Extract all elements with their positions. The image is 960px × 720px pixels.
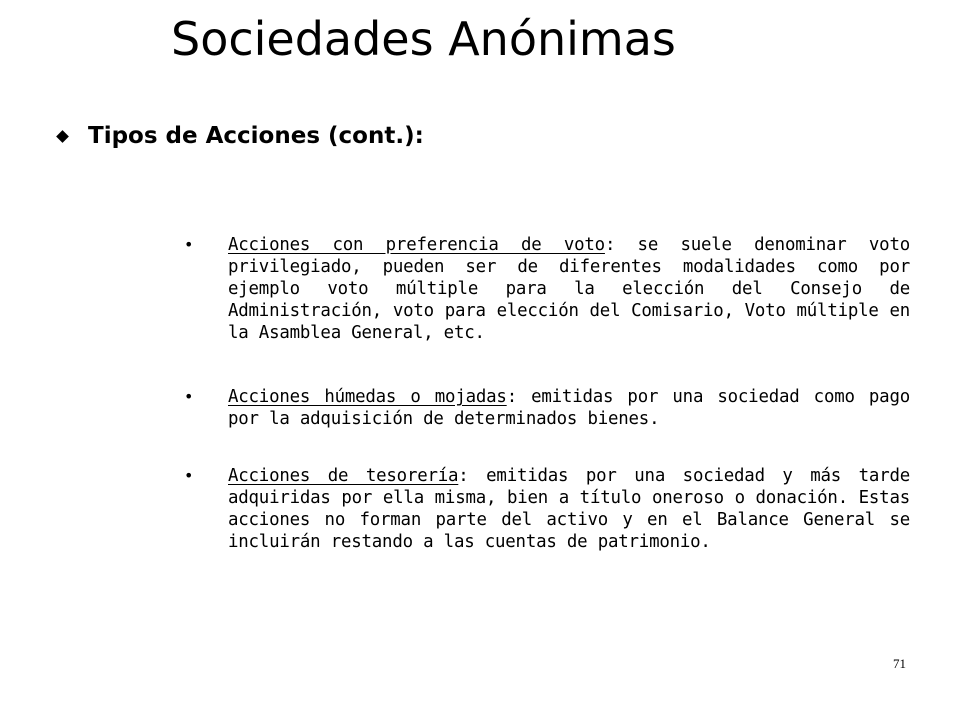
- bullet-text: [228, 465, 910, 553]
- bullet-term: Acciones húmedas o mojadas: [228, 387, 507, 407]
- bullet-description: emitidas por una sociedad y más tarde adquiridas por ella misma, bien a título oneroso o donación. Estas acciones no forman parte del activo y en el Balance General se incluirán restando a las cuentas de patrimonio.: [228, 466, 911, 552]
- bullet-separator: :: [458, 466, 469, 486]
- section-heading-row: [55, 116, 424, 156]
- bullet-separator: :: [506, 387, 517, 407]
- slide-title: Sociedades Anónimas: [171, 12, 676, 66]
- bullet-term: Acciones con preferencia de voto: [228, 235, 605, 255]
- bullet-dot: •: [184, 387, 194, 406]
- bullet-dot: •: [184, 466, 194, 485]
- slide-number: 71: [893, 656, 906, 671]
- diamond-icon: [56, 130, 69, 143]
- bullet-text: [228, 234, 910, 344]
- bullet-description: se suele denominar voto privilegiado, pueden ser de diferentes modalidades como por ejemplo voto múltiple para la elección del Consejo de Administración, voto para elección del Comisario, Voto múltiple en la Asamblea General, etc.: [228, 235, 910, 343]
- section-heading: Tipos de Acciones (cont.):: [88, 123, 424, 149]
- bullet-term: Acciones de tesorería: [228, 466, 459, 486]
- bullet-description: emitidas por una sociedad como pago por la adquisición de determinados bienes.: [228, 387, 910, 429]
- bullet-text: [228, 386, 910, 430]
- bullet-separator: :: [604, 235, 616, 255]
- bullet-dot: •: [184, 235, 194, 254]
